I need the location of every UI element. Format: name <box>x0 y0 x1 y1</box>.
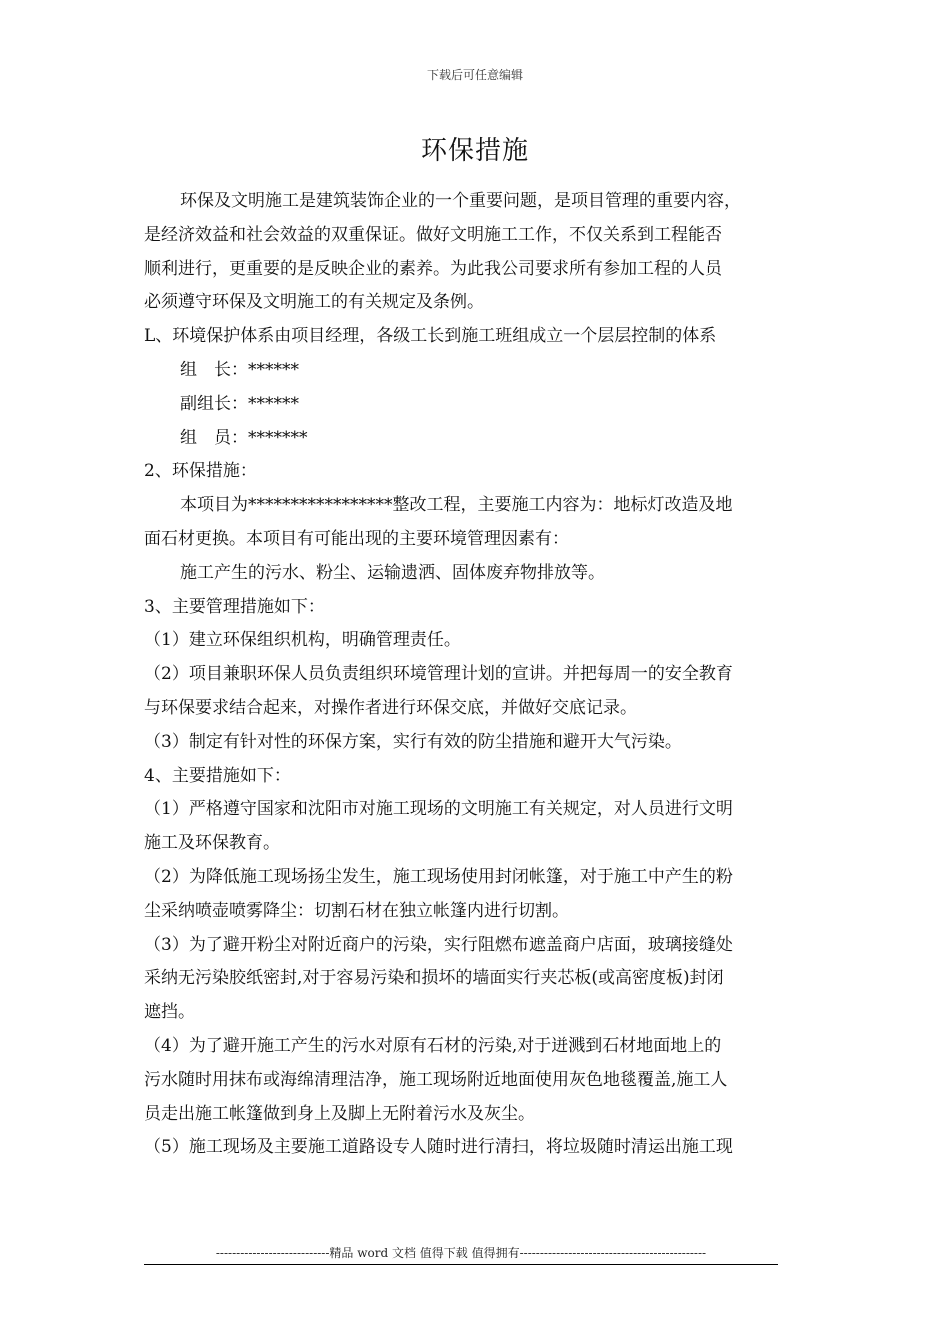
text-line: 施工及环保教育。 <box>144 833 280 854</box>
text-line: （1）建立环保组织机构，明确管理责任。 <box>144 630 461 651</box>
text-line: 本项目为*****************整改工程，主要施工内容为：地标灯改造及地 <box>180 495 733 516</box>
body-text <box>144 185 810 1165</box>
text-line: 必须遵守环保及文明施工的有关规定及条例。 <box>144 292 484 313</box>
text-line: 是经济效益和社会效益的双重保证。做好文明施工工作，不仅关系到工程能否 <box>144 224 722 245</box>
text-line: 顺利进行，更重要的是反映企业的素养。为此我公司要求所有参加工程的人员 <box>144 258 722 279</box>
text-line: L、环境保护体系由项目经理，各级工长到施工班组成立一个层层控制的体系 <box>144 326 717 347</box>
footer-text: ----------------------------精品 word 文档 值得下载 值得拥有---------------------------------------------- <box>215 1246 707 1260</box>
text-line: （2）项目兼职环保人员负责组织环境管理计划的宣讲。并把每周一的安全教育 <box>144 664 733 685</box>
text-line: 遮挡。 <box>144 1002 195 1023</box>
text-line: 污水随时用抹布或海绵清理洁净，施工现场附近地面使用灰色地毯覆盖,施工人 <box>144 1069 728 1090</box>
text-line: 组 员：******* <box>180 427 308 448</box>
header-note: 下载后可任意编辑 <box>426 68 523 82</box>
text-line: （3）为了避开粉尘对附近商户的污染，实行阻燃布遮盖商户店面，玻璃接缝处 <box>144 934 733 955</box>
text-line: 4、主要措施如下： <box>144 765 291 786</box>
text-line: 面石材更换。本项目有可能出现的主要环境管理因素有： <box>144 528 569 549</box>
document-title: 环保措施 <box>420 136 529 166</box>
text-line: 与环保要求结合起来，对操作者进行环保交底，并做好交底记录。 <box>144 697 637 718</box>
text-line: 组 长：****** <box>180 359 299 380</box>
text-line: （3）制定有针对性的环保方案，实行有效的防尘措施和避开大气污染。 <box>144 731 682 752</box>
text-line: 尘采纳喷壶喷雾降尘：切割石材在独立帐篷内进行切割。 <box>144 900 569 921</box>
text-line: 2、环保措施： <box>144 461 257 482</box>
text-line: 施工产生的污水、粉尘、运输遗洒、固体废弃物排放等。 <box>180 562 605 583</box>
text-line: 员走出施工帐篷做到身上及脚上无附着污水及灰尘。 <box>144 1103 535 1124</box>
text-line: 3、主要管理措施如下： <box>144 596 325 617</box>
text-line: （2）为降低施工现场扬尘发生，施工现场使用封闭帐篷，对于施工中产生的粉 <box>144 866 733 887</box>
text-line: 采纳无污染胶纸密封,对于容易污染和损坏的墙面实行夹芯板(或高密度板)封闭 <box>144 968 724 989</box>
text-line: （4）为了避开施工产生的污水对原有石材的污染,对于迸溅到石材地面地上的 <box>144 1035 722 1056</box>
footer-rule <box>144 1264 778 1265</box>
text-line: 环保及文明施工是建筑装饰企业的一个重要问题，是项目管理的重要内容， <box>180 191 741 211</box>
text-line: 副组长：****** <box>180 393 299 414</box>
text-line: （5）施工现场及主要施工道路设专人随时进行清扫，将垃圾随时清运出施工现 <box>144 1137 733 1158</box>
page-footer <box>144 1244 778 1265</box>
text-line: （1）严格遵守国家和沈阳市对施工现场的文明施工有关规定，对人员进行文明 <box>144 799 733 820</box>
